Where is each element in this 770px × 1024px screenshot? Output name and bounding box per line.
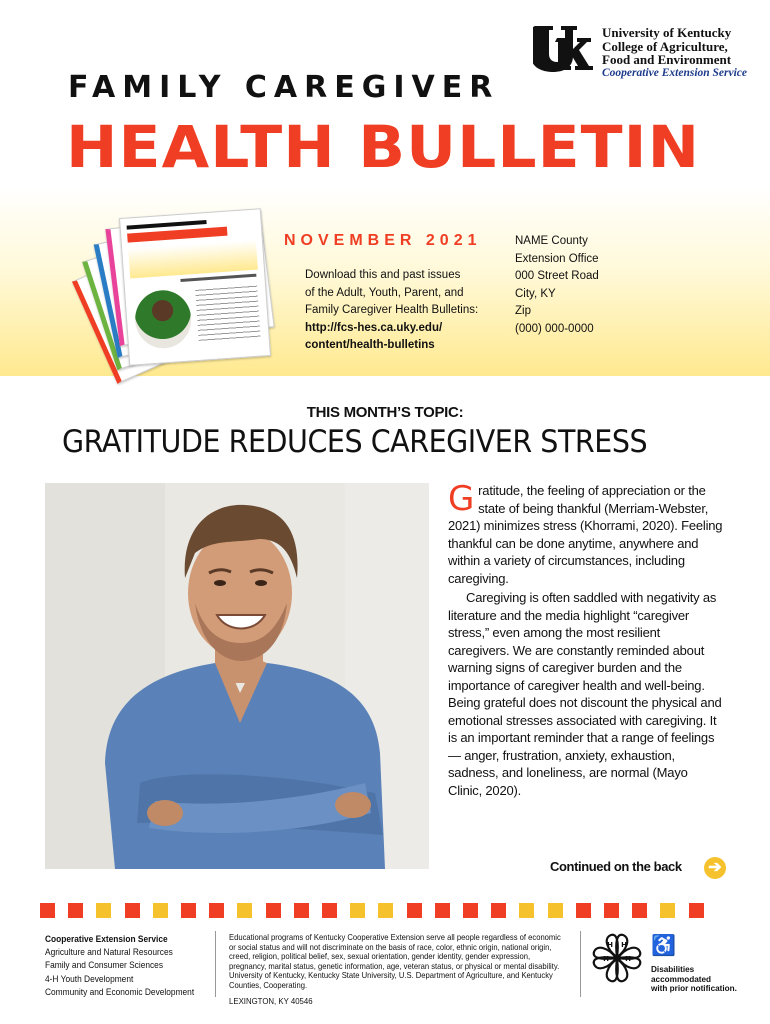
contact-line: Extension Office — [515, 252, 599, 265]
download-info — [305, 267, 478, 355]
contact-line: Zip — [515, 305, 531, 317]
accessibility-icon: ♿ — [651, 935, 676, 957]
article-paragraph-1 — [448, 479, 723, 587]
address: LEXINGTON, KY 40546 — [229, 995, 313, 1006]
program-line: Cooperative Extension Service — [45, 934, 168, 945]
decorative-square — [689, 903, 704, 918]
drop-cap: G — [448, 479, 475, 519]
decorative-square — [407, 903, 422, 918]
bulletins-link-line[interactable]: http://fcs-hes.ca.uky.edu/ — [305, 321, 443, 334]
statement-text: Educational programs of Kentucky Cooperative Extension serve all people regardless of economic or social status and will not discriminate on the basis of race, color, ethnic origin, national origin, creed, religion, political belief, sex, sexual orientation, gender identity, gender expression, pregnancy, marital status, genetic information, age, veteran status, or physical or mental disability. University of Kentucky, Kentucky State University, U.S. Department of Agriculture, and Kentucky Counties, Cooperating. — [229, 932, 561, 990]
decorative-square — [40, 903, 55, 918]
program-line: Family and Consumer Sciences — [45, 960, 164, 972]
decorative-square — [181, 903, 196, 918]
county-office-contact — [515, 233, 599, 338]
university-lockup — [602, 26, 747, 80]
caregiver-photo — [45, 483, 429, 869]
svg-text:H: H — [607, 941, 613, 949]
contact-line: 000 Street Road — [515, 270, 599, 282]
decorative-square — [632, 903, 647, 918]
disability-line: accommodated — [651, 974, 712, 984]
decorative-square — [435, 903, 450, 918]
decorative-square — [322, 903, 337, 918]
decorative-square — [378, 903, 393, 918]
four-h-clover-icon — [589, 930, 645, 986]
decorative-square — [68, 903, 83, 918]
topic-kicker: THIS MONTH’S TOPIC: — [306, 404, 464, 421]
decorative-square — [96, 903, 111, 918]
decorative-square — [237, 903, 252, 918]
article-body — [448, 479, 723, 799]
svg-text:H: H — [621, 941, 627, 949]
decorative-square — [266, 903, 281, 918]
bulletin-stack-image — [82, 205, 282, 365]
disability-line: with prior notification. — [651, 984, 737, 993]
article-paragraph-2: Caregiving is often saddled with negativity as literature and the media highlight “caregiver stress,” even among the most resilient caregivers. We are constantly reminded about warning signs of caregiver burden and the importance of caregiver health and well-being. Being grateful does not discount the physical and emotional stresses associated with caregiving. It is an important reminder that a range of feelings — anger, frustration, anxiety, exhaustion, sadness, and loneliness, are normal (Mayo Clinic, 2020). — [448, 590, 722, 798]
college-line-1: College of Agriculture, — [602, 38, 728, 54]
university-name: University of Kentucky — [602, 25, 732, 40]
footer-divider — [580, 931, 581, 997]
decorative-square — [576, 903, 591, 918]
extension-service-name: Cooperative Extension Service — [602, 66, 748, 79]
arrow-right-icon: ➔ — [704, 857, 726, 879]
contact-line: City, KY — [515, 287, 556, 300]
bulletin-cover-front — [119, 208, 271, 366]
decorative-square — [548, 903, 563, 918]
svg-text:H: H — [603, 955, 609, 963]
decorative-square — [294, 903, 309, 918]
decorative-square — [660, 903, 675, 918]
decorative-square — [153, 903, 168, 918]
download-line: Download this and past issues — [305, 269, 461, 281]
program-line: Community and Economic Development — [45, 986, 195, 998]
family-caregiver-title: FAMILY CAREGIVER — [68, 70, 500, 105]
bulletins-link[interactable] — [305, 320, 478, 355]
disability-line: Disabilities — [651, 965, 695, 974]
topic-title: GRATITUDE REDUCES CAREGIVER STRESS — [62, 424, 648, 460]
decorative-square — [125, 903, 140, 918]
footer-divider — [215, 931, 216, 997]
uk-logo — [533, 24, 595, 76]
decorative-squares — [40, 903, 730, 920]
health-bulletin-title: HEALTH BULLETIN — [66, 113, 701, 181]
download-line: of the Adult, Youth, Parent, and — [305, 286, 464, 299]
contact-line: NAME County — [515, 235, 588, 247]
continued-on-back: Continued on the back — [550, 859, 682, 874]
extension-programs — [45, 933, 194, 999]
disability-notice — [651, 965, 737, 994]
nondiscrimination-statement — [229, 933, 569, 1006]
svg-text:H: H — [625, 955, 631, 963]
college-line-2: Food and Environment — [602, 52, 732, 67]
issue-date: NOVEMBER 2021 — [284, 232, 482, 249]
decorative-square — [491, 903, 506, 918]
download-line: Family Caregiver Health Bulletins: — [305, 304, 479, 316]
decorative-square — [519, 903, 534, 918]
program-line: Agriculture and Natural Resources — [45, 947, 173, 959]
decorative-square — [350, 903, 365, 918]
decorative-square — [463, 903, 478, 918]
contact-line: (000) 000-0000 — [515, 322, 594, 335]
paragraph-1-text: ratitude, the feeling of appreciation or the state of being thankful (Merriam-Webster, 2021) minimizes stress (Khorrami, 2020). Feeling thankful can be done anytime, anywhere and within a variety of circumstances, including caregiving. — [448, 483, 723, 586]
decorative-square — [209, 903, 224, 918]
program-line: 4-H Youth Development — [45, 973, 134, 985]
decorative-square — [604, 903, 619, 918]
bulletins-link-line[interactable]: content/health-bulletins — [305, 339, 435, 351]
